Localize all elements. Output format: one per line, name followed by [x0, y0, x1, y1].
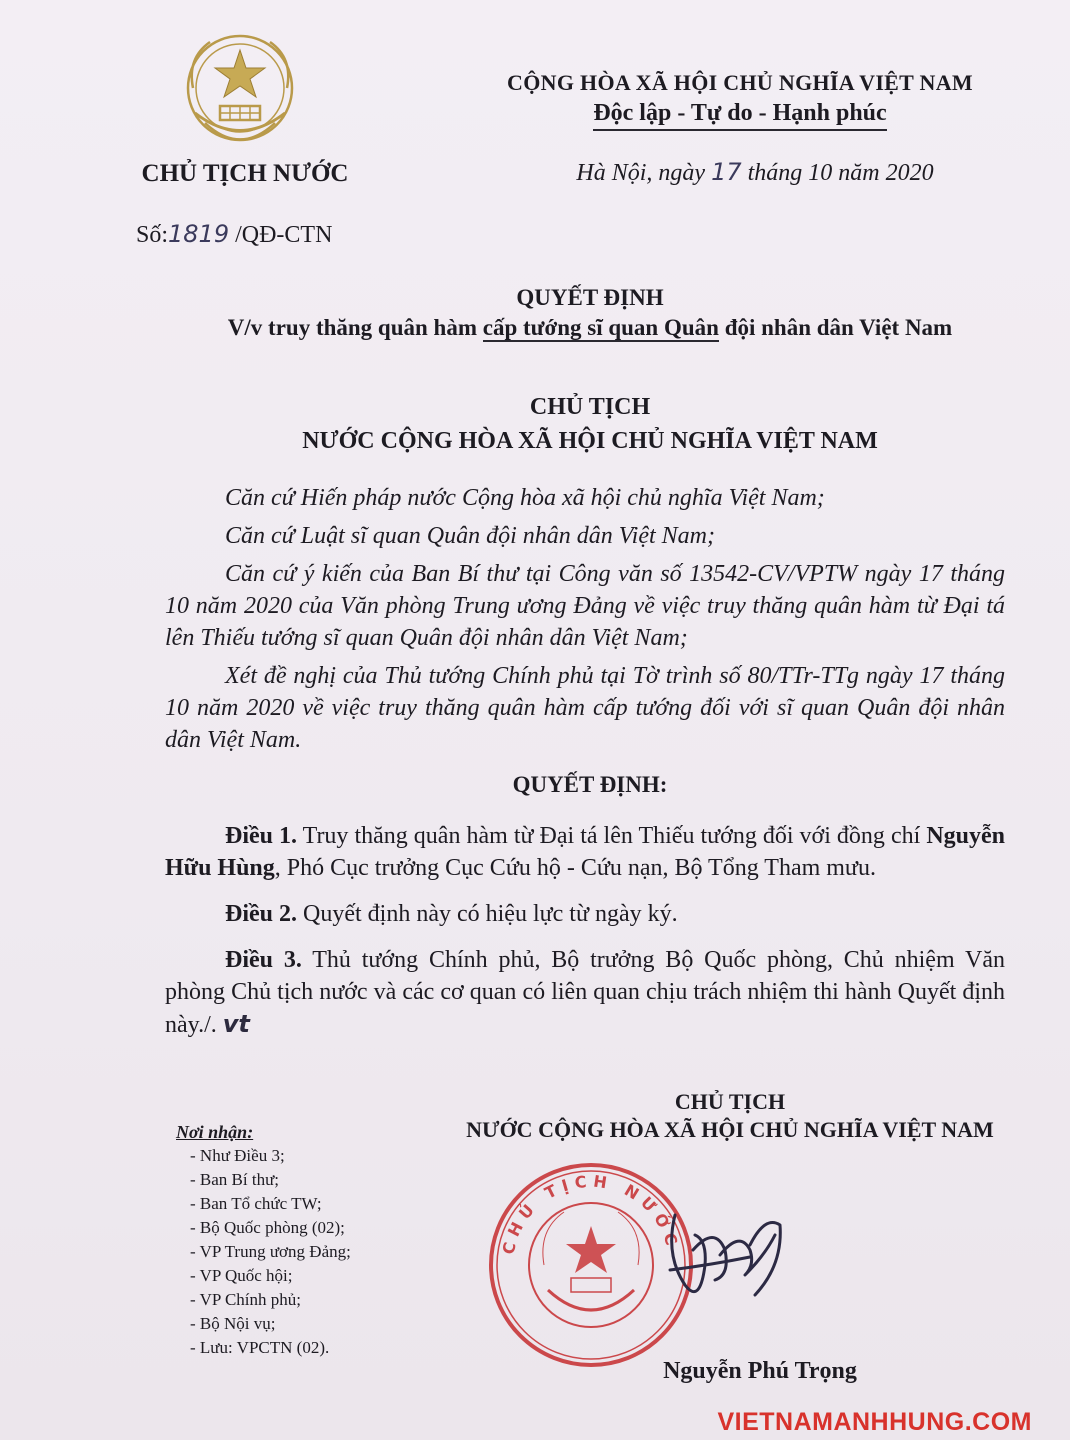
handwritten-signature-icon	[655, 1195, 795, 1315]
preamble-item: Căn cứ ý kiến của Ban Bí thư tại Công văn số 13542-CV/VPTW ngày 17 tháng 10 năm 2020 của Văn phòng Trung ương Đảng về việc truy thăng quân hàm từ Đại tá lên Thiếu tướng sĩ quan Quân đội nhân dân Việt Nam;	[165, 561, 1005, 651]
articles	[165, 820, 1005, 1055]
preamble-item: Căn cứ Hiến pháp nước Cộng hòa xã hội chủ nghĩa Việt Nam;	[225, 485, 825, 511]
article-2	[165, 898, 1005, 930]
article-1-label: Điều 1.	[225, 823, 298, 849]
number-suffix: /QĐ-CTN	[235, 222, 333, 248]
decision-title	[150, 283, 1030, 343]
signer-name: Nguyễn Phú Trọng	[663, 1358, 857, 1384]
article-1-text-pre: Truy thăng quân hàm từ Đại tá lên Thiếu tướng đối với đồng chí	[302, 823, 921, 849]
recipients-heading: Nơi nhận:	[176, 1122, 254, 1142]
watermark: VIETNAMANHHUNG.COM	[717, 1408, 1032, 1436]
agency-name: CHỦ TỊCH NƯỚC	[141, 160, 349, 187]
article-2-label: Điều 2.	[225, 901, 297, 927]
date-suffix: tháng 10 năm 2020	[747, 160, 934, 186]
honoree-name: Nguyễn Hữu Hùng	[165, 823, 1005, 881]
issuing-agency	[100, 160, 390, 188]
list-item: - VP Quốc hội;	[190, 1266, 293, 1285]
list-item: - Như Điều 3;	[190, 1146, 285, 1165]
article-3-text: Thủ tướng Chính phủ, Bộ trưởng Bộ Quốc phòng, Chủ nhiệm Văn phòng Chủ tịch nước và các cơ quan có liên quan chịu trách nhiệm thi hành Quyết định này./.	[165, 947, 1006, 1038]
date-day-handwritten: 17	[711, 158, 742, 186]
list-item: - Lưu: VPCTN (02).	[190, 1338, 330, 1357]
preamble-item: Xét đề nghị của Thủ tướng Chính phủ tại Tờ trình số 80/TTr-TTg ngày 17 tháng 10 năm 2020 về việc truy thăng quân hàm cấp tướng đối với sĩ quan Quân đội nhân dân Việt Nam.	[165, 663, 1005, 753]
decision-subject	[228, 313, 952, 343]
subject-post: đội nhân dân Việt Nam	[724, 315, 953, 340]
article-1-text-post: , Phó Cục trưởng Cục Cứu hộ - Cứu nạn, Bộ Tổng Tham mưu.	[274, 855, 876, 881]
article-3-label: Điều 3.	[225, 947, 302, 973]
date-line	[520, 158, 990, 187]
number-prefix: Số:	[136, 222, 169, 248]
recipients-list	[176, 1144, 351, 1360]
authority-line-2: NƯỚC CỘNG HÒA XÃ HỘI CHỦ NGHĨA VIỆT NAM	[302, 428, 878, 454]
preamble	[165, 482, 1005, 762]
list-item: - Bộ Quốc phòng (02);	[190, 1218, 345, 1237]
decision-heading: QUYẾT ĐỊNH	[516, 285, 664, 310]
list-item: - Ban Tổ chức TW;	[190, 1194, 322, 1213]
signature-title-2: NƯỚC CỘNG HÒA XÃ HỘI CHỦ NGHĨA VIỆT NAM	[466, 1117, 994, 1142]
signature-title	[430, 1088, 1030, 1144]
document-number	[136, 220, 332, 249]
date-prefix: Hà Nội, ngày	[576, 160, 706, 186]
article-1	[165, 820, 1005, 884]
list-item: - Ban Bí thư;	[190, 1170, 280, 1189]
national-emblem-icon	[165, 28, 315, 158]
number-handwritten: 1819	[168, 220, 230, 248]
recipients	[176, 1120, 351, 1360]
national-motto: Độc lập - Tự do - Hạnh phúc	[593, 100, 886, 131]
initials-mark: vt	[222, 1010, 250, 1038]
list-item: - Bộ Nội vụ;	[190, 1314, 276, 1333]
list-item: - VP Chính phủ;	[190, 1290, 301, 1309]
decision-section-heading: QUYẾT ĐỊNH:	[512, 772, 668, 797]
national-heading	[450, 70, 1030, 131]
article-2-text: Quyết định này có hiệu lực từ ngày ký.	[303, 901, 678, 927]
authority-line-1: CHỦ TỊCH	[529, 394, 651, 420]
signature-title-1: CHỦ TỊCH	[674, 1089, 786, 1114]
preamble-item: Căn cứ Luật sĩ quan Quân đội nhân dân Việt Nam;	[225, 523, 715, 549]
article-3	[165, 944, 1005, 1041]
subject-pre: V/v truy thăng quân hàm	[227, 315, 478, 340]
seal-text: CHỦ TỊCH NƯỚC	[498, 1171, 683, 1257]
authority-heading	[150, 390, 1030, 458]
list-item: - VP Trung ương Đảng;	[190, 1242, 351, 1261]
subject-underlined: cấp tướng sĩ quan Quân	[482, 315, 719, 340]
nation-name: CỘNG HÒA XÃ HỘI CHỦ NGHĨA VIỆT NAM	[507, 70, 973, 95]
